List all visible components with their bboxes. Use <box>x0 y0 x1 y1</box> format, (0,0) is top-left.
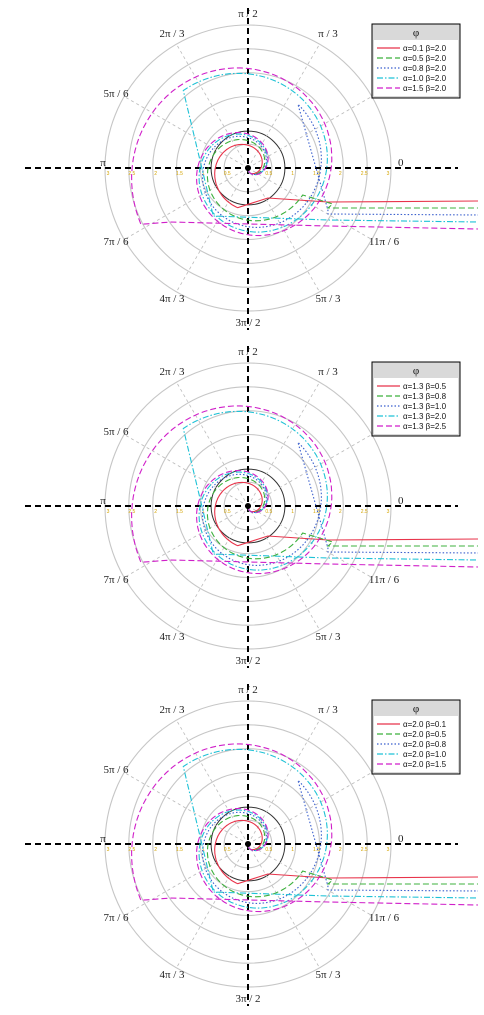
radial-tick-label: 2 <box>154 509 158 515</box>
radial-tick-label: 1.5 <box>313 847 320 853</box>
radial-tick-label: 3 <box>106 847 110 853</box>
radial-tick-label: 0.5 <box>223 847 231 853</box>
radial-tick-label: 1 <box>201 847 205 853</box>
radial-tick-label: 0.5 <box>265 847 273 853</box>
legend-entry-label: α=2.0 β=1.5 <box>403 760 447 769</box>
angle-label: 11π / 6 <box>368 912 400 924</box>
radial-tick-label: 2 <box>154 847 158 853</box>
radial-tick-label: 3 <box>106 509 110 515</box>
polar-chart-svg-2 <box>0 338 484 676</box>
angle-label: 7π / 6 <box>103 574 129 586</box>
angle-label: π <box>100 495 106 507</box>
legend-entry-label: α=1.5 β=2.0 <box>403 84 447 93</box>
angle-label: 7π / 6 <box>103 236 129 248</box>
origin-marker <box>245 503 251 509</box>
radial-tick-label: 2.5 <box>360 847 368 853</box>
series-line <box>215 820 478 883</box>
angle-label: 0 <box>398 495 404 507</box>
polar-chart-3 <box>0 676 484 1014</box>
angle-label: π / 2 <box>238 8 258 20</box>
radial-tick-label: 2.5 <box>128 509 136 515</box>
angle-label: 5π / 6 <box>103 764 129 776</box>
legend-entry-label: α=1.3 β=0.5 <box>403 382 447 391</box>
radial-tick-label: 1 <box>291 847 295 853</box>
angle-label: π <box>100 833 106 845</box>
polar-chart-1 <box>0 0 484 338</box>
radial-tick-label: 2 <box>338 847 342 853</box>
radial-tick-label: 1 <box>291 509 295 515</box>
angle-label: 2π / 3 <box>159 28 185 40</box>
radial-tick-label: 1.5 <box>176 509 183 515</box>
angle-label: 5π / 6 <box>103 426 129 438</box>
radial-tick-label: 2 <box>154 171 158 177</box>
angle-label: 7π / 6 <box>103 912 129 924</box>
angle-label: 4π / 3 <box>159 293 185 305</box>
angle-label: 4π / 3 <box>159 631 185 643</box>
legend-entry-label: α=1.3 β=0.8 <box>403 392 447 401</box>
polar-chart-svg-1 <box>0 0 484 338</box>
legend-title: φ <box>412 365 420 377</box>
radial-tick-label: 1.5 <box>313 171 320 177</box>
series-line <box>203 104 479 227</box>
legend-entry-label: α=1.0 β=2.0 <box>403 74 447 83</box>
origin-marker <box>245 165 251 171</box>
radial-tick-label: 2 <box>338 171 342 177</box>
origin-marker <box>245 841 251 847</box>
angle-label: π / 3 <box>318 704 338 716</box>
angle-label: 2π / 3 <box>159 704 185 716</box>
angle-label: 3π / 2 <box>235 655 261 667</box>
series-line <box>203 442 479 565</box>
series-line <box>203 780 479 903</box>
legend-entry-label: α=1.3 β=1.0 <box>403 402 447 411</box>
radial-tick-label: 2 <box>338 509 342 515</box>
angle-label: 4π / 3 <box>159 969 185 981</box>
radial-tick-label: 1.5 <box>176 847 183 853</box>
radial-tick-label: 2.5 <box>128 171 136 177</box>
angle-label: 5π / 3 <box>315 969 341 981</box>
angle-label: 0 <box>398 157 404 169</box>
angle-label: 3π / 2 <box>235 993 261 1005</box>
angle-label: 11π / 6 <box>368 574 400 586</box>
radial-tick-label: 1 <box>201 509 205 515</box>
angle-label: π / 3 <box>318 366 338 378</box>
legend-entry-label: α=0.5 β=2.0 <box>403 54 447 63</box>
legend-entry-label: α=2.0 β=1.0 <box>403 750 447 759</box>
series-line <box>215 482 478 545</box>
angle-label: 11π / 6 <box>368 236 400 248</box>
angle-label: π / 2 <box>238 684 258 696</box>
radial-tick-label: 1.5 <box>313 509 320 515</box>
angle-label: π / 2 <box>238 346 258 358</box>
radial-tick-label: 0.5 <box>223 171 231 177</box>
radial-tick-label: 0.5 <box>265 509 273 515</box>
angle-label: π <box>100 157 106 169</box>
polar-chart-2 <box>0 338 484 676</box>
radial-tick-label: 2.5 <box>128 847 136 853</box>
angle-label: 5π / 3 <box>315 293 341 305</box>
legend-entry-label: α=1.3 β=2.5 <box>403 422 447 431</box>
radial-tick-label: 1.5 <box>176 171 183 177</box>
angle-label: 0 <box>398 833 404 845</box>
angle-label: 5π / 3 <box>315 631 341 643</box>
series-line <box>215 144 478 207</box>
angle-label: 3π / 2 <box>235 317 261 329</box>
radial-tick-label: 0.5 <box>223 509 231 515</box>
radial-tick-label: 1 <box>291 171 295 177</box>
legend-entry-label: α=2.0 β=0.1 <box>403 720 447 729</box>
radial-tick-label: 3 <box>106 171 110 177</box>
legend-entry-label: α=2.0 β=0.5 <box>403 730 447 739</box>
radial-tick-label: 1 <box>201 171 205 177</box>
angle-label: 5π / 6 <box>103 88 129 100</box>
polar-chart-svg-3 <box>0 676 484 1014</box>
legend-title: φ <box>412 27 420 39</box>
legend-entry-label: α=1.3 β=2.0 <box>403 412 447 421</box>
angle-label: π / 3 <box>318 28 338 40</box>
legend-entry-label: α=0.1 β=2.0 <box>403 44 447 53</box>
radial-tick-label: 3 <box>386 847 390 853</box>
radial-tick-label: 2.5 <box>360 509 368 515</box>
angle-label: 2π / 3 <box>159 366 185 378</box>
legend-title: φ <box>412 703 420 715</box>
radial-tick-label: 0.5 <box>265 171 273 177</box>
radial-tick-label: 3 <box>386 509 390 515</box>
radial-tick-label: 3 <box>386 171 390 177</box>
legend-entry-label: α=0.8 β=2.0 <box>403 64 447 73</box>
legend-entry-label: α=2.0 β=0.8 <box>403 740 447 749</box>
radial-tick-label: 2.5 <box>360 171 368 177</box>
